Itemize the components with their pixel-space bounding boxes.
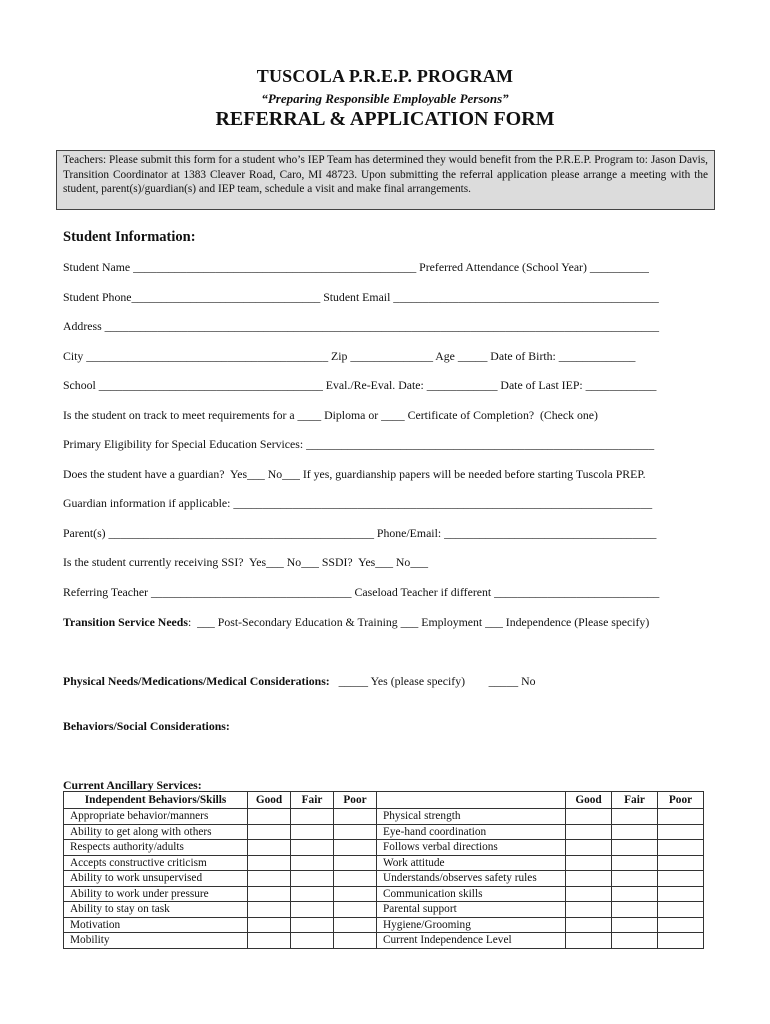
skill-label: Work attitude [377,855,566,871]
student-name-field[interactable]: Student Name ________________________________________________ Preferred Attendance (School Year) __________ [63,260,649,274]
rating-poor-cell[interactable] [658,886,704,902]
rating-fair-cell[interactable] [291,824,334,840]
table-row [64,902,704,918]
skill-label: Mobility [64,933,248,949]
eligibility-field[interactable]: Primary Eligibility for Special Education Services: ___________________________________________________________ [63,437,655,451]
rating-good-cell[interactable] [566,855,612,871]
teacher-instructions-box: Teachers: Please submit this form for a student who’s IEP Team has determined they would benefit from the P.R.E.P. Program to: Jason Davis, Transition Coordinator at 1383 Cleaver Road, Caro, MI 48723. Upon submitting the referral application please arrange a meeting with the student, parent(s)/guardian(s) and IEP team, schedule a visit and make final arrangements. [56,150,715,210]
physical-needs-field[interactable] [63,674,536,689]
rating-good-cell[interactable] [566,824,612,840]
parents-field[interactable]: Parent(s) _____________________________________________ Phone/Email: ____________________________________ [63,526,657,540]
skill-label: Physical strength [377,809,566,825]
table-row [64,871,704,887]
table-row [64,855,704,871]
transition-needs-label: Transition Service Needs [63,615,188,629]
student-phone-field[interactable]: Student Phone________________________________ Student Email _____________________________________________ [63,290,659,304]
rating-poor-cell[interactable] [658,824,704,840]
rating-fair-cell[interactable] [612,809,658,825]
skill-label: Accepts constructive criticism [64,855,248,871]
student-information-heading: Student Information: [63,229,196,245]
rating-poor-cell[interactable] [334,809,377,825]
physical-needs-label: Physical Needs/Medications/Medical Considerations: [63,674,330,688]
school-dates-field[interactable]: School ______________________________________ Eval./Re-Eval. Date: ____________ Date of Last IEP: ____________ [63,378,657,392]
rating-good-cell[interactable] [566,917,612,933]
rating-fair-cell[interactable] [612,933,658,949]
program-tagline: “Preparing Responsible Employable Persons” [261,91,509,106]
header-poor: Poor [334,792,377,809]
rating-good-cell[interactable] [566,902,612,918]
rating-poor-cell[interactable] [334,902,377,918]
guardian-question-field[interactable]: Does the student have a guardian? Yes___ No___ If yes, guardianship papers will be needed before starting Tuscola PREP. [63,467,646,481]
rating-fair-cell[interactable] [291,902,334,918]
skill-label: Respects authority/adults [64,840,248,856]
rating-poor-cell[interactable] [658,933,704,949]
skill-label: Current Independence Level [377,933,566,949]
behaviors-social-label: Behaviors/Social Considerations: [63,719,230,733]
header-good-2: Good [566,792,612,809]
table-row [64,886,704,902]
rating-good-cell[interactable] [566,871,612,887]
program-title: TUSCOLA P.R.E.P. PROGRAM [256,66,514,86]
rating-good-cell[interactable] [566,886,612,902]
skill-label: Ability to work unsupervised [64,871,248,887]
physical-needs-options[interactable]: _____ Yes (please specify) _____ No [329,674,536,688]
rating-poor-cell[interactable] [334,855,377,871]
table-row [64,840,704,856]
rating-poor-cell[interactable] [334,840,377,856]
rating-poor-cell[interactable] [658,855,704,871]
table-row [64,809,704,825]
rating-fair-cell[interactable] [612,871,658,887]
form-title: REFERRAL & APPLICATION FORM [215,108,555,130]
skill-label: Eye-hand coordination [377,824,566,840]
rating-fair-cell[interactable] [612,886,658,902]
ssi-ssdi-field[interactable]: Is the student currently receiving SSI? Yes___ No___ SSDI? Yes___ No___ [63,555,429,569]
address-field[interactable]: Address ______________________________________________________________________________________________ [63,319,660,333]
rating-fair-cell[interactable] [291,809,334,825]
rating-fair-cell[interactable] [291,840,334,856]
table-row [64,933,704,949]
rating-poor-cell[interactable] [334,933,377,949]
header-poor-2: Poor [658,792,704,809]
rating-good-cell[interactable] [248,809,291,825]
header-skills: Independent Behaviors/Skills [64,792,248,809]
skill-label: Parental support [377,902,566,918]
table-row [64,917,704,933]
rating-poor-cell[interactable] [658,871,704,887]
table-row [64,824,704,840]
rating-fair-cell[interactable] [612,824,658,840]
transition-needs-options[interactable]: : ___ Post-Secondary Education & Training ___ Employment ___ Independence (Please specify) [187,615,650,629]
city-zip-age-field[interactable]: City _________________________________________ Zip ______________ Age _____ Date of Birth: _____________ [63,349,636,363]
table-header-row [64,792,704,809]
rating-good-cell[interactable] [248,933,291,949]
rating-fair-cell[interactable] [612,902,658,918]
ancillary-services-table [63,791,704,949]
rating-fair-cell[interactable] [612,855,658,871]
rating-poor-cell[interactable] [334,871,377,887]
rating-fair-cell[interactable] [291,871,334,887]
rating-fair-cell[interactable] [291,886,334,902]
transition-needs-field[interactable] [63,615,649,630]
rating-poor-cell[interactable] [334,824,377,840]
rating-good-cell[interactable] [248,840,291,856]
rating-poor-cell[interactable] [658,902,704,918]
header-fair: Fair [291,792,334,809]
skill-label: Motivation [64,917,248,933]
skill-label: Ability to stay on task [64,902,248,918]
rating-poor-cell[interactable] [658,917,704,933]
rating-good-cell[interactable] [248,824,291,840]
skill-label: Ability to get along with others [64,824,248,840]
header-blank [377,792,566,809]
rating-good-cell[interactable] [566,933,612,949]
rating-fair-cell[interactable] [291,933,334,949]
rating-good-cell[interactable] [248,917,291,933]
referring-teacher-field[interactable]: Referring Teacher __________________________________ Caseload Teacher if different ____________________________ [63,585,660,599]
rating-fair-cell[interactable] [612,917,658,933]
header-fair-2: Fair [612,792,658,809]
skill-label: Communication skills [377,886,566,902]
rating-good-cell[interactable] [248,902,291,918]
skill-label: Hygiene/Grooming [377,917,566,933]
rating-good-cell[interactable] [248,871,291,887]
rating-poor-cell[interactable] [334,917,377,933]
rating-good-cell[interactable] [248,855,291,871]
rating-poor-cell[interactable] [658,809,704,825]
skill-label: Follows verbal directions [377,840,566,856]
skill-label: Ability to work under pressure [64,886,248,902]
rating-good-cell[interactable] [566,809,612,825]
rating-fair-cell[interactable] [612,840,658,856]
rating-fair-cell[interactable] [291,855,334,871]
rating-fair-cell[interactable] [291,917,334,933]
ancillary-services-heading: Current Ancillary Services: [63,778,202,792]
header-good: Good [248,792,291,809]
guardian-info-field[interactable]: Guardian information if applicable: _______________________________________________________________________ [63,496,653,510]
rating-poor-cell[interactable] [334,886,377,902]
skill-label: Appropriate behavior/manners [64,809,248,825]
skill-label: Understands/observes safety rules [377,871,566,887]
diploma-track-field[interactable]: Is the student on track to meet requirements for a ____ Diploma or ____ Certificate of Completion? (Check one) [63,408,598,422]
rating-poor-cell[interactable] [658,840,704,856]
rating-good-cell[interactable] [566,840,612,856]
rating-good-cell[interactable] [248,886,291,902]
